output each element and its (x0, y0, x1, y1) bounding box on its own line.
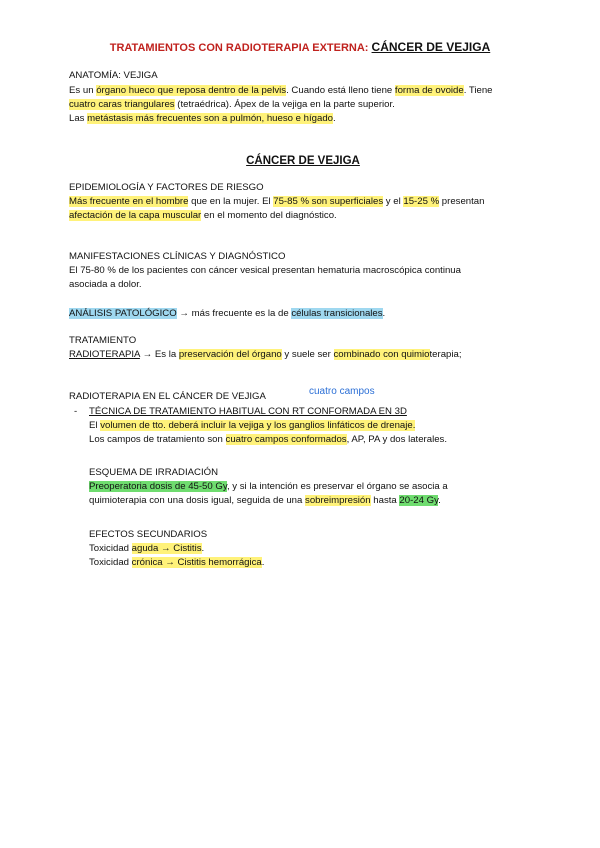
text: Las (69, 113, 88, 124)
text: en el momento del diagnóstico. (201, 210, 337, 221)
text: . (333, 113, 336, 124)
highlight: crónica → Cistitis hemorrágica (131, 557, 262, 568)
underlined-text: RADIOTERAPIA (69, 349, 140, 360)
text: , y si la intención es preservar el órgano se asocia a (226, 481, 448, 492)
text: quimioterapia con una dosis igual, seguida de una (89, 495, 306, 506)
text: . (382, 308, 386, 319)
epi-line-1 (69, 196, 484, 208)
highlight: combinado con quimio (333, 349, 430, 360)
manif-heading: MANIFESTACIONES CLÍNICAS Y DIAGNÓSTICO (69, 251, 286, 262)
document-title (0, 41, 600, 55)
highlight: metástasis más frecuentes son a pulmón, hueso e hígado (87, 113, 333, 124)
text: hasta (370, 495, 400, 506)
manif-line-2: asociada a dolor. (69, 279, 142, 290)
anatomy-line-3 (69, 113, 336, 125)
highlight: células transicionales (291, 308, 383, 319)
highlight: 20-24 Gy (399, 495, 439, 506)
tratamiento-heading: TRATAMIENTO (69, 335, 137, 346)
text: → más frecuente es la de (176, 308, 292, 319)
list-bullet: - (74, 406, 78, 417)
anatomy-line-2 (69, 99, 395, 111)
epi-heading: EPIDEMIOLOGÍA Y FACTORES DE RIESGO (69, 182, 264, 193)
text: y suele ser (281, 349, 334, 360)
text: . (201, 543, 205, 554)
esquema-heading: ESQUEMA DE IRRADIACIÓN (89, 467, 219, 478)
text: El (89, 420, 101, 431)
text: (tetraédrica). Ápex de la vejiga en la parte superior. (174, 99, 395, 110)
rt-heading: RADIOTERAPIA EN EL CÁNCER DE VEJIGA (69, 391, 266, 402)
text: Toxicidad (89, 543, 132, 554)
esquema-line-2 (89, 495, 441, 507)
highlight: Preoperatoria dosis de 45-50 Gy (89, 481, 227, 492)
text: presentan (439, 196, 485, 207)
analisis-line (69, 308, 385, 320)
highlight: aguda → Cistitis (131, 543, 202, 554)
title-prefix: TRATAMIENTOS CON RADIOTERAPIA EXTERNA: (109, 42, 369, 54)
text: Es un (69, 85, 97, 96)
text: . Cuando está lleno tiene (286, 85, 395, 96)
text: Los campos de tratamiento son (89, 434, 226, 445)
text: . (438, 495, 441, 506)
text: , AP, PA y dos laterales. (346, 434, 448, 445)
highlight: cuatro caras triangulares (69, 99, 175, 110)
highlight: forma de ovoide (394, 85, 464, 96)
section-subtitle: CÁNCER DE VEJIGA (246, 155, 360, 167)
title-main: CÁNCER DE VEJIGA (371, 40, 491, 54)
manif-line-1: El 75-80 % de los pacientes con cáncer vesical presentan hematuria macroscópica continua (69, 265, 461, 276)
text: Toxicidad (89, 557, 132, 568)
comment-note: cuatro campos (309, 386, 375, 397)
text: que en la mujer. El (188, 196, 274, 207)
highlight: afectación de la capa muscular (69, 210, 202, 221)
text: . Tiene (463, 85, 493, 96)
esquema-line-1 (89, 481, 448, 493)
rt-line-2 (89, 434, 447, 446)
highlight: ANÁLISIS PATOLÓGICO (69, 308, 177, 319)
epi-line-2 (69, 210, 337, 222)
anatomy-line-1 (69, 85, 493, 97)
text: terapia; (429, 349, 462, 360)
highlight: Más frecuente en el hombre (69, 196, 189, 207)
text: y el (383, 196, 404, 207)
text: → Es la (139, 349, 179, 360)
underlined-text: TÉCNICA DE TRATAMIENTO HABITUAL CON RT CONFORMADA EN 3D (89, 406, 407, 417)
anatomy-heading: ANATOMÍA: VEJIGA (69, 70, 158, 81)
highlight: 15-25 % (403, 196, 440, 207)
efectos-heading: EFECTOS SECUNDARIOS (89, 529, 208, 540)
text: . (261, 557, 265, 568)
efectos-line-2 (89, 557, 264, 569)
efectos-line-1 (89, 543, 204, 555)
highlight: cuatro campos conformados (225, 434, 347, 445)
highlight: preservación del órgano (178, 349, 282, 360)
highlight: sobreimpresión (305, 495, 371, 506)
tratamiento-line (69, 349, 462, 361)
rt-technique (89, 406, 407, 418)
highlight: órgano hueco que reposa dentro de la pelvis (96, 85, 287, 96)
highlight: volumen de tto. deberá incluir la vejiga y los ganglios linfáticos de drenaje. (100, 420, 416, 431)
rt-line-1 (89, 420, 415, 432)
highlight: 75-85 % son superficiales (273, 196, 384, 207)
